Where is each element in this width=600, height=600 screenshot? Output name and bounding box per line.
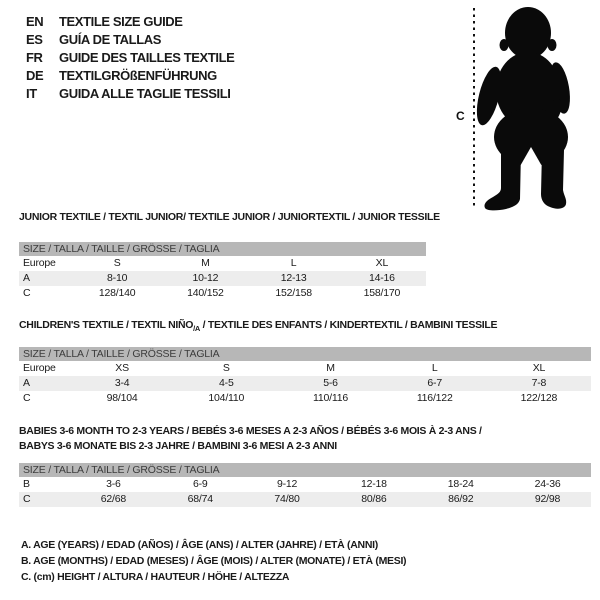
size-header-row: SIZE / TALLA / TAILLE / GRÖSSE / TAGLIA: [19, 347, 591, 361]
language-title: GUIDE DES TAILLES TEXTILE: [59, 50, 235, 65]
note-age-months: B. AGE (MONTHS) / EDAD (MESES) / ÂGE (MOIS) / ALTER (MONATE) / ETÀ (MESI): [21, 555, 407, 567]
table-row-months: [19, 477, 591, 492]
value-cell: 7-8: [531, 377, 547, 390]
value-cell: 6-7: [427, 377, 442, 390]
value-cell: 3-6: [106, 478, 121, 490]
size-cell: S: [113, 257, 121, 269]
junior-table-title: JUNIOR TEXTILE / TEXTIL JUNIOR/ TEXTILE JUNIOR / JUNIORTEXTIL / JUNIOR TESSILE: [19, 211, 440, 223]
row-label: Europe: [23, 362, 56, 375]
table-row-europe: [19, 361, 591, 376]
language-code: FR: [26, 50, 43, 65]
size-header-row: SIZE / TALLA / TAILLE / GRÖSSE / TAGLIA: [19, 242, 426, 256]
legend-notes: [21, 537, 406, 585]
size-cell: L: [431, 362, 438, 375]
value-cell: 152/158: [275, 287, 312, 299]
value-cell: 62/68: [100, 493, 127, 505]
language-code: IT: [26, 86, 37, 101]
row-label: C: [23, 392, 31, 405]
size-cell: M: [201, 257, 210, 269]
size-cell: XS: [115, 362, 129, 375]
value-cell: 140/152: [187, 287, 224, 299]
size-cell: XL: [532, 362, 546, 375]
language-code: ES: [26, 32, 43, 47]
table-row-height: [19, 492, 591, 507]
junior-size-table: [19, 242, 426, 301]
value-cell: 74/80: [274, 493, 300, 505]
title-text: CHILDREN'S TEXTILE / TEXTIL NIÑO: [19, 319, 194, 331]
height-label-c: C: [456, 109, 465, 123]
value-cell: 24-36: [534, 478, 561, 490]
language-row-de: [26, 67, 234, 85]
value-cell: 3-4: [114, 377, 130, 390]
row-label: A: [23, 377, 30, 390]
value-cell: 92/98: [534, 493, 561, 505]
language-row-fr: [26, 49, 234, 67]
row-label: Europe: [23, 257, 56, 269]
value-cell: 158/170: [363, 287, 401, 299]
babies-table-title-line2: BABYS 3-6 MONATE BIS 2-3 JAHRE / BAMBINI 3-6 MESI A 2-3 ANNI: [19, 440, 337, 452]
value-cell: 8-10: [107, 272, 128, 284]
value-cell: 98/104: [106, 392, 138, 405]
value-cell: 12-18: [360, 478, 387, 490]
language-title: TEXTILGRÖßENFÜHRUNG: [59, 68, 217, 83]
value-cell: 5-6: [323, 377, 338, 390]
value-cell: 122/128: [520, 392, 558, 405]
language-code: EN: [26, 14, 44, 29]
value-cell: 86/92: [448, 493, 474, 505]
language-title: GUÍA DE TALLAS: [59, 32, 162, 47]
value-cell: 104/110: [208, 392, 245, 405]
table-row-age: [19, 271, 426, 286]
value-cell: 14-16: [368, 272, 395, 284]
babies-table-title-line1: BABIES 3-6 MONTH TO 2-3 YEARS / BEBÉS 3-6 MESES A 2-3 AÑOS / BÉBÉS 3-6 MOIS À 2-3 ANS /: [19, 425, 482, 437]
baby-silhouette-figure: [440, 0, 600, 215]
row-label: B: [23, 478, 30, 490]
value-cell: 110/116: [313, 392, 348, 405]
value-cell: 12-13: [280, 272, 307, 284]
value-cell: 116/122: [416, 392, 453, 405]
children-textile-section: [19, 319, 591, 406]
value-cell: 68/74: [187, 493, 213, 505]
language-title-block: [26, 13, 234, 103]
title-subscript: /A: [193, 324, 201, 334]
size-header-row: SIZE / TALLA / TAILLE / GRÖSSE / TAGLIA: [19, 463, 591, 477]
language-row-it: [26, 85, 234, 103]
value-cell: 80/86: [361, 493, 387, 505]
row-label: C: [23, 287, 31, 299]
value-cell: 128/140: [98, 287, 136, 299]
baby-silhouette-icon: [472, 7, 573, 210]
children-size-table: [19, 347, 591, 406]
row-label: A: [23, 272, 30, 284]
value-cell: 18-24: [447, 478, 474, 490]
row-label: C: [23, 493, 31, 505]
value-cell: 6-9: [192, 478, 208, 490]
babies-size-table: [19, 463, 591, 507]
table-row-height: [19, 391, 591, 406]
note-age-years: A. AGE (YEARS) / EDAD (AÑOS) / ÂGE (ANS) / ALTER (JAHRE) / ETÀ (ANNI): [21, 539, 378, 551]
language-code: DE: [26, 68, 44, 83]
size-cell: S: [222, 362, 230, 375]
table-row-age: [19, 376, 591, 391]
junior-textile-section: [19, 211, 440, 301]
language-title: TEXTILE SIZE GUIDE: [59, 14, 183, 29]
note-height-cm: C. (cm) HEIGHT / ALTURA / HAUTEUR / HÖHE / ALTEZZA: [21, 571, 290, 583]
language-row-en: [26, 13, 234, 31]
value-cell: 4-5: [219, 377, 234, 390]
language-row-es: [26, 31, 234, 49]
size-cell: L: [290, 257, 297, 269]
title-text: / TEXTILE DES ENFANTS / KINDERTEXTIL / BAMBINI TESSILE: [200, 319, 498, 331]
language-title: GUIDA ALLE TAGLIE TESSILI: [59, 86, 231, 101]
size-cell: XL: [375, 257, 389, 269]
value-cell: 9-12: [276, 478, 298, 490]
table-row-europe: [19, 256, 426, 271]
size-cell: M: [326, 362, 335, 375]
babies-textile-section: [19, 424, 591, 507]
value-cell: 10-12: [192, 272, 219, 284]
table-row-height: [19, 286, 426, 301]
children-table-title: [19, 319, 591, 335]
